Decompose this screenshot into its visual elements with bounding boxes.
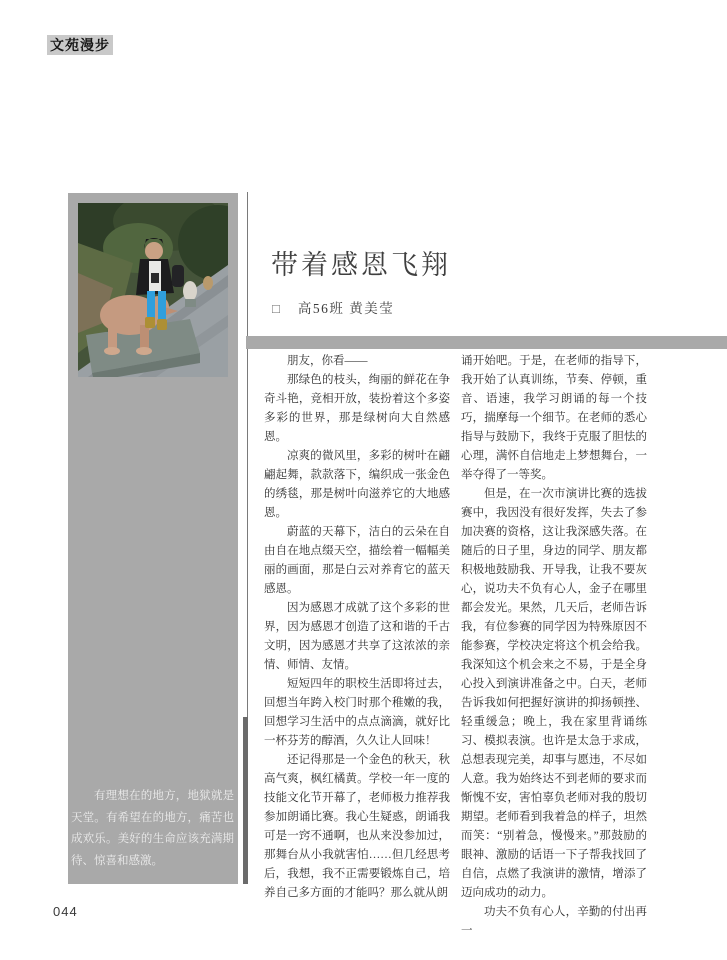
paragraph: 但是，在一次市演讲比赛的选拔赛中，我因没有很好发挥，失去了参加决赛的资格，这让我深感失落。在随后的日子里，身边的同学、朋友都积极地鼓励我、开导我，让我不要灰心，说功夫不负有心人，金子在哪里都会发光。果然，几天后，老师告诉我，有位参赛的同学因为特殊原因不能参赛，学校决定将这个机会给我。我深知这个机会来之不易，于是全身心投入到演讲准备之中。白天，老师告诉我如何把握好演讲的抑扬顿挫、轻重缓急；晚上，我在家里背诵练习、模拟表演。也许是太急于求成，总想表现完美，却事与愿违，不尽如人意。我为始终达不到老师的要求而惭愧不安，害怕辜负老师对我的殷切期望。老师看到我着急的样子，坦然而笑：“别着急，慢慢来。”那鼓励的眼神、激励的话语一下子帮我找回了自信，点燃了我演讲的激情，增添了迈向成功的动力。	[461, 488, 647, 899]
vertical-rule-thick-segment	[243, 717, 248, 884]
paragraph: 朋友，你看——	[287, 355, 368, 367]
author-name: 高56班 黄美莹	[297, 301, 395, 316]
page-number: 044	[53, 904, 78, 919]
paragraph: 还记得那是一个金色的秋天，秋高气爽，枫红橘黄。学校一年一度的技能文化节开幕了，老师极力推荐我参加朗诵比赛。我心生疑惑，朗诵我可是一窍不通啊，也从来没参加过，那舞台从小我就害怕……但几经思考后，我想，我不正需要锻炼自己，培养自己多方面的才能吗？那么就从朗	[264, 754, 450, 899]
author-row	[272, 301, 394, 317]
paragraph: 凉爽的微风里，多彩的树叶在翩翩起舞，款款落下，编织成一张金色的绣毯，那是树叶向滋养它的大地感恩。	[264, 450, 450, 519]
paragraph: 因为感恩才成就了这个多彩的世界，因为感恩才创造了这和谐的千古文明，因为感恩才共享了这浓浓的亲情、师情、友情。	[264, 602, 450, 671]
paragraph: 蔚蓝的天幕下，洁白的云朵在自由自在地点缀天空，描绘着一幅幅美丽的画面，那是白云对养育它的蓝天感恩。	[264, 526, 450, 595]
photo-distant-sculpture	[183, 281, 197, 301]
paragraph: 那绿色的枝头，绚丽的鲜花在争奇斗艳，竞相开放，装扮着这个多姿多彩的世界，那是绿树向大自然感恩。	[264, 374, 450, 443]
divider-bar	[246, 336, 727, 349]
sidebar-panel	[68, 193, 238, 884]
sidebar-quote: 有理想在的地方，地狱就是天堂。有希望在的地方，痛苦也成欢乐。美好的生命应该充满期待、惊喜和感激。	[71, 790, 234, 867]
author-square-marker: □	[272, 301, 280, 316]
photo-person	[145, 242, 163, 260]
text-column-right	[461, 352, 647, 941]
section-label: 文苑漫步	[47, 35, 113, 55]
photo-student-on-sculpture	[78, 203, 228, 377]
paragraph: 功夫不负有心人，辛勤的付出再一	[461, 906, 647, 937]
article-title: 带着感恩飞翔	[271, 250, 451, 280]
paragraph: 短短四年的职校生活即将过去，回想当年跨入校门时那个稚嫩的我，回想学习生活中的点点滴滴，就好比一杯芬芳的醇酒，久久让人回味！	[264, 678, 450, 747]
text-column-left	[264, 352, 450, 903]
paragraph: 诵开始吧。于是，在老师的指导下，我开始了认真训练，节奏、停顿，重音、语速，我学习朗诵的每一个技巧，揣摩每一个细节。在老师的悉心指导与鼓励下，我终于克服了胆怯的心理，满怀自信地走上梦想舞台，一举夺得了一等奖。	[461, 355, 647, 481]
